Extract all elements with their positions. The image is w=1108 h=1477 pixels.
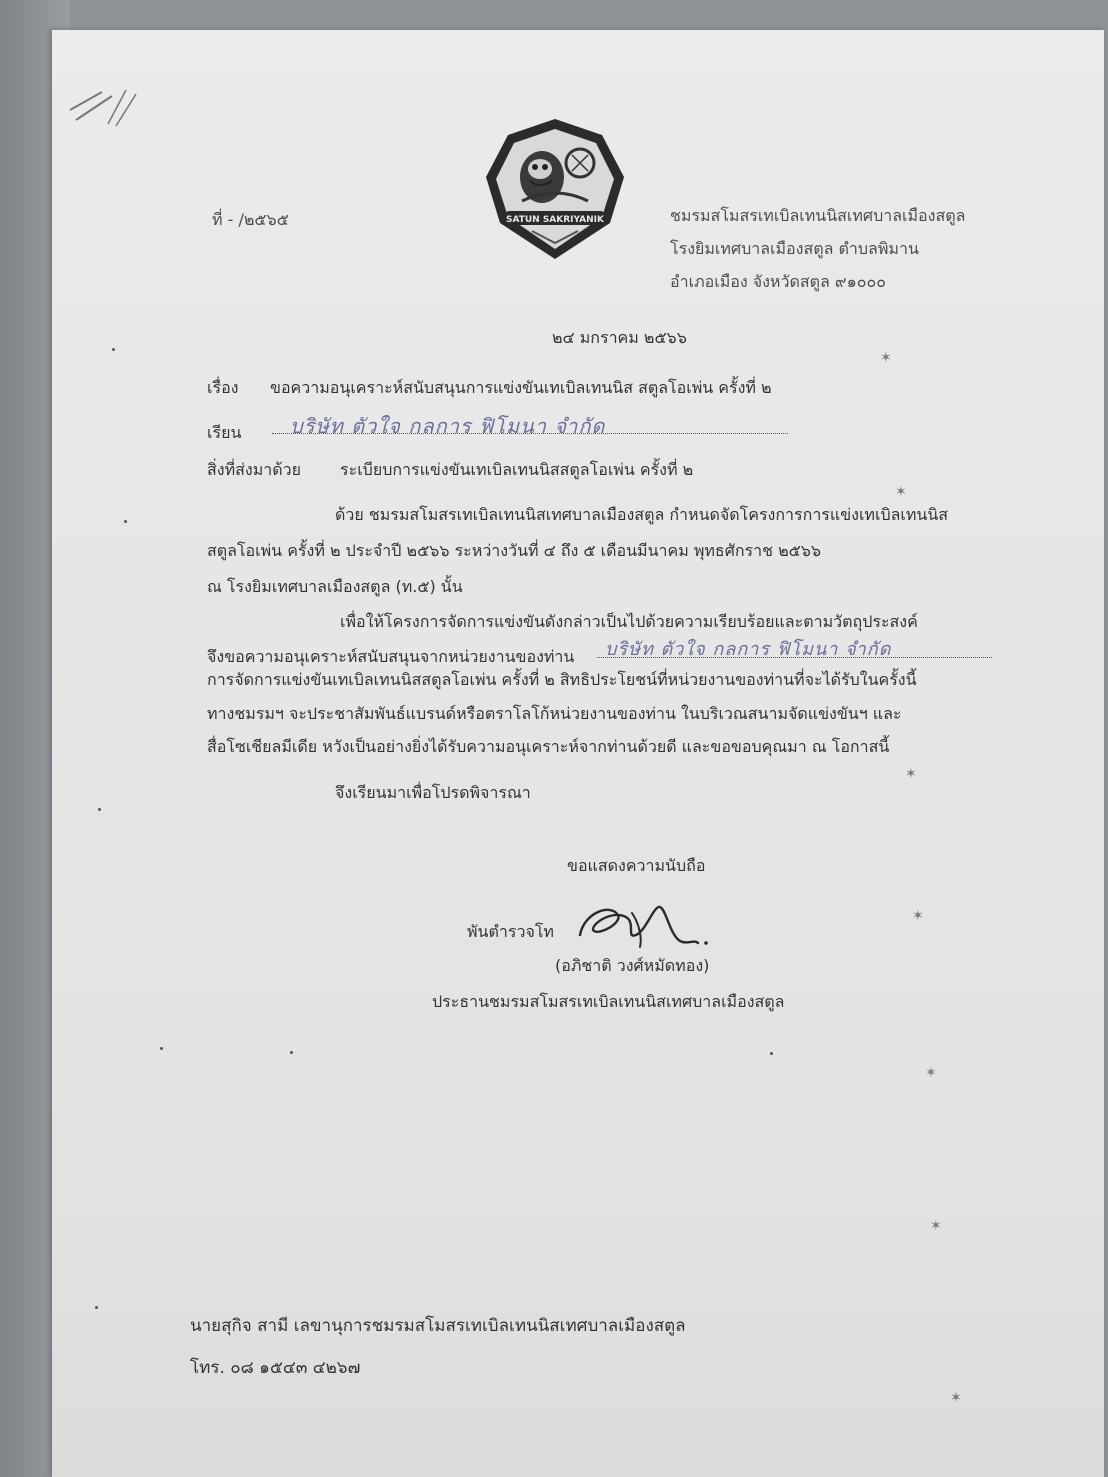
body-p1-line3: ณ โรงยิมเทศบาลเมืองสตูล (ท.๕) นั้น	[207, 577, 463, 596]
paper-speck	[112, 348, 115, 351]
paper-speck	[770, 1052, 773, 1055]
signer-name: (อภิชาติ วงศ์หมัดทอง)	[555, 956, 710, 975]
body-p3: จึงเรียนมาเพื่อโปรดพิจารณา	[335, 783, 531, 802]
paper-mark: ✶	[930, 1218, 942, 1234]
paper-speck	[98, 808, 101, 811]
signer-rank: พันตำรวจโท	[467, 922, 554, 941]
enclosure-label: สิ่งที่ส่งมาด้วย	[207, 460, 301, 479]
body-p2-line5: สื่อโซเชียลมีเดีย หวังเป็นอย่างยิ่งได้รับความอนุเคราะห์จากท่านด้วยดี และขอขอบคุณมา ณ โอกาสนี้	[207, 737, 890, 756]
body-p1-line1: ด้วย ชมรมสโมสรเทเบิลเทนนิสเทศบาลเมืองสตูล กำหนดจัดโครงการการแข่งเทเบิลเทนนิส	[335, 505, 949, 524]
paper-speck	[124, 520, 127, 523]
logo-banner-text: SATUN SAKRIYANIK	[505, 215, 605, 225]
address-line-1: โรงยิมเทศบาลเมืองสตูล ตำบลพิมาน	[670, 239, 919, 258]
body-p2-line3: การจัดการแข่งขันเทเบิลเทนนิสสตูลโอเพ่น ครั้งที่ ๒ สิทธิประโยชน์ที่หน่วยงานของท่านที่จะได้รับในครั้งนี้	[207, 670, 917, 689]
body-dotted-line	[597, 657, 992, 658]
recipient-label: เรียน	[207, 423, 242, 442]
footer-phone: โทร. ๐๘ ๑๕๔๓ ๔๒๖๗	[190, 1358, 361, 1378]
paper-mark: ✶	[925, 1065, 937, 1081]
paper-mark: ✶	[895, 484, 907, 500]
footer-contact: นายสุกิจ สามี เลขานุการชมรมสโมสรเทเบิลเทนนิสเทศบาลเมืองสตูล	[190, 1316, 686, 1336]
body-p2-line1: เพื่อให้โครงการจัดการแข่งขันดังกล่าวเป็นไปด้วยความเรียบร้อยและตามวัตถุประสงค์	[340, 612, 918, 631]
pen-strokes-mark	[60, 80, 150, 140]
letter-date: ๒๔ มกราคม ๒๕๖๖	[552, 328, 687, 347]
paper-speck	[290, 1051, 293, 1054]
body-p2-line4: ทางชมรมฯ จะประชาสัมพันธ์แบรนด์หรือตราโลโก้หน่วยงานของท่าน ในบริเวณสนามจัดแข่งขันฯ และ	[207, 704, 902, 723]
subject-label: เรื่อง	[207, 378, 239, 397]
club-logo-emblem	[482, 115, 628, 263]
enclosure-text: ระเบียบการแข่งขันเทเบิลเทนนิสสตูลโอเพ่น ครั้งที่ ๒	[340, 460, 694, 479]
paper-mark: ✶	[950, 1390, 962, 1406]
address-line-2: อำเภอเมือง จังหวัดสตูล ๙๑๐๐๐	[670, 272, 887, 291]
subject-text: ขอความอนุเคราะห์สนับสนุนการแข่งขันเทเบิลเทนนิส สตูลโอเพ่น ครั้งที่ ๒	[270, 378, 772, 397]
closing-regards: ขอแสดงความนับถือ	[567, 856, 706, 875]
signer-position: ประธานชมรมสโมสรเทเบิลเทนนิสเทศบาลเมืองสตูล	[432, 992, 785, 1011]
recipient-dotted-line	[272, 433, 788, 434]
paper-mark: ✶	[912, 908, 924, 924]
paper-speck	[160, 1047, 163, 1050]
body-p2-line2: จึงขอความอนุเคราะห์สนับสนุนจากหน่วยงานของท่าน	[207, 647, 575, 666]
paper-mark: ✶	[880, 350, 892, 366]
org-name: ชมรมสโมสรเทเบิลเทนนิสเทศบาลเมืองสตูล	[670, 206, 966, 225]
signature-image	[570, 895, 715, 955]
paper-speck	[95, 1306, 98, 1309]
paper-mark: ✶	[905, 766, 917, 782]
body-handwritten-company: บริษัท ตัวใจ กลการ ฟิโมนา จำกัด	[605, 639, 892, 660]
document-number: ที่ - /๒๕๖๕	[212, 210, 289, 229]
recipient-handwritten: บริษัท ตัวใจ กลการ ฟิโมนา จำกัด	[290, 414, 606, 438]
body-p1-line2: สตูลโอเพ่น ครั้งที่ ๒ ประจำปี ๒๕๖๖ ระหว่างวันที่ ๔ ถึง ๕ เดือนมีนาคม พุทธศักราช ๒๕๖๖	[207, 541, 822, 560]
